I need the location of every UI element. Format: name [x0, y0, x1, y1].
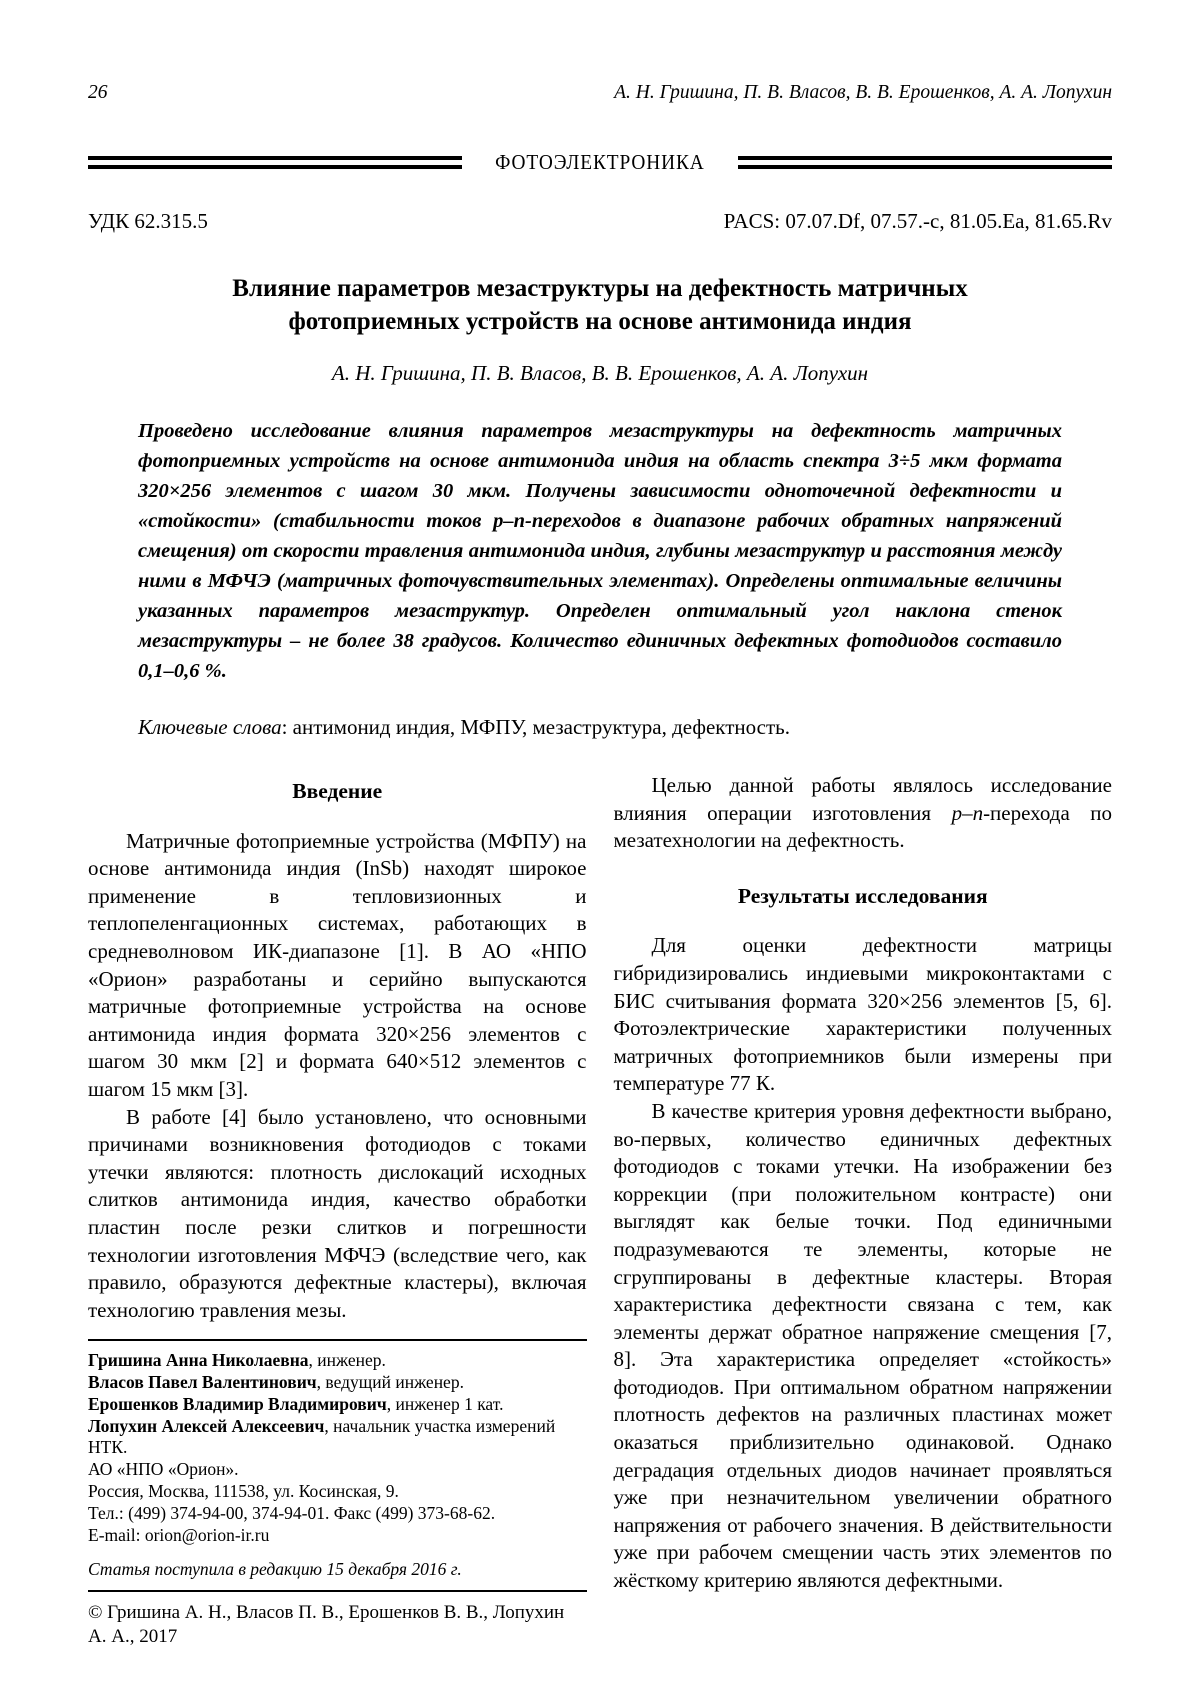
footnote-divider-bottom: [88, 1590, 587, 1592]
keywords-label: Ключевые слова: [138, 715, 282, 739]
footnote-phone: Тел.: (499) 374-94-00, 374-94-01. Факс (499) 373-68-62.: [88, 1502, 496, 1523]
footnote-address: Россия, Москва, 111538, ул. Косинская, 9.: [88, 1481, 399, 1502]
article-title-line-1: Влияние параметров мезаструктуры на дефектность матричных: [232, 275, 968, 302]
person-role: , инженер.: [308, 1350, 386, 1371]
running-head: [88, 82, 1112, 104]
intro-paragraph-1: Матричные фотоприемные устройства (МФПУ) на основе антимонида индия (InSb) находят широкое применение в тепловизионных и теплопеленгационных системах, работающих в средневолновом ИК-диапазоне [1]. В АО «НПО «Орион» разработаны и серийно выпускаются матричные фотоприемные устройства на основе антимонида индия формата 320×256 элементов с шагом 30 мкм [2] и формата 640×512 элементов с шагом 15 мкм [3].: [88, 828, 587, 1101]
person-name: Ерошенков Владимир Владимирович: [88, 1393, 387, 1414]
running-authors: А. Н. Гришина, П. В. Власов, В. В. Ерошенков, А. А. Лопухин: [614, 82, 1112, 103]
footnote-organization: АО «НПО «Орион».: [88, 1459, 239, 1480]
pacs-code: PACS: 07.07.Df, 07.57.-c, 81.05.Ea, 81.65.Rv: [723, 209, 1112, 233]
section-band: [88, 150, 1112, 175]
aim-text-2: -перехода по мезатехнологии на дефектность.: [613, 800, 1112, 853]
article-title-line-2: фотоприемных устройств на основе антимонида индия: [288, 308, 912, 335]
person-name: Гришина Анна Николаевна: [88, 1350, 309, 1371]
keywords-line: [88, 715, 1112, 740]
classification-row: [88, 209, 1112, 234]
pn-junction-term: p–n: [951, 800, 984, 825]
right-column: [614, 772, 1113, 1649]
person-role: , ведущий инженер.: [316, 1372, 464, 1393]
two-column-body: [88, 772, 1112, 1649]
page-number: 26: [88, 82, 108, 103]
intro-heading: Введение: [292, 779, 383, 803]
footnote-person: [88, 1394, 587, 1416]
section-title: ФОТОЭЛЕКТРОНИКА: [495, 150, 705, 174]
article-abstract: Проведено исследование влияния параметров мезаструктуры на дефектность матричных фотоприемных устройств на основе антимонида индия на область спектра 3÷5 мкм формата 320×256 элементов с шагом 30 мкм. Получены зависимости одноточечной дефектности и «стойкости» (стабильности токов p–n-переходов в диапазоне рабочих обратных напряжений смещения) от скорости травления антимонида индия, глубины мезаструктур и расстояния между ними в МФЧЭ (матричных фоточувствительных элементах). Определены оптимальные величины указанных параметров мезаструктур. Определен оптимальный угол наклона стенок мезаструктуры – не более 38 градусов. Количество единичных дефектных фотодиодов составило 0,1–0,6 %.: [138, 420, 1062, 682]
aim-paragraph: [614, 772, 1113, 855]
author-footnote: [88, 1339, 587, 1649]
article-title: [88, 272, 1112, 338]
results-paragraph-1: Для оценки дефектности матрицы гибридизировались индиевыми микроконтактами с БИС считывания формата 320×256 элементов [5, 6]. Фотоэлектрические характеристики полученных матричных фотоприемников были измерены при температуре 77 К.: [613, 933, 1112, 1096]
intro-paragraph-2: В работе [4] было установлено, что основными причинами возникновения фотодиодов с токами утечки являются: плотность дислокаций исходных слитков антимонида индия, качество обработки пластин после резки слитков и погрешности технологии изготовления МФЧЭ (вследствие чего, как правило, образуются дефектные кластеры), включая технологию травления мезы.: [88, 1104, 587, 1322]
aim-text-1: Целью данной работы являлось исследование влияния операции изготовления: [613, 773, 1112, 825]
results-heading: Результаты исследования: [737, 883, 988, 908]
left-column: [88, 772, 587, 1649]
band-rule-right: [738, 156, 1112, 169]
person-name: Власов Павел Валентинович: [88, 1372, 317, 1393]
article-authors: А. Н. Гришина, П. В. Власов, В. В. Ерошенков, А. А. Лопухин: [331, 361, 869, 385]
footnote-person: [88, 1416, 587, 1460]
received-date-note: Статья поступила в редакцию 15 декабря 2016 г.: [88, 1559, 462, 1580]
copyright-note: © Гришина А. Н., Власов П. В., Ерошенков В. В., Лопухин А. А., 2017: [88, 1602, 565, 1648]
person-role: , инженер 1 кат.: [386, 1393, 504, 1414]
footnote-email: E-mail: orion@orion-ir.ru: [88, 1524, 270, 1545]
person-role: , начальник участка измерений НТК.: [88, 1415, 556, 1458]
person-name: Лопухин Алексей Алексеевич: [88, 1415, 325, 1436]
footnote-person: [88, 1372, 587, 1394]
band-rule-left: [88, 156, 462, 169]
footnote-person: [88, 1350, 587, 1372]
keywords-text: : антимонид индия, МФПУ, мезаструктура, дефектность.: [281, 715, 790, 739]
results-paragraph-2: В качестве критерия уровня дефектности выбрано, во-первых, количество единичных дефектных фотодиодов с токами утечки. На изображении без коррекции (при положительном контрасте) они выглядят как белые точки. Под единичными подразумеваются те элементы, которые не сгруппированы в дефектные кластеры. Вторая характеристика дефектности связана с тем, как элементы держат обратное напряжение смещения [7, 8]. Эта характеристика определяет «стойкость» фотодиодов. При оптимальном обратном напряжении плотность дефектов на различных пластинах может оказаться приблизительно одинаковой. Однако деградация отдельных диодов начинает проявляться уже при незначительном увеличении обратного напряжения от рабочего значения. В действительности уже при рабочем смещении часть этих элементов по жёсткому критерию являются дефектными.: [613, 1098, 1112, 1593]
udk-code: УДК 62.315.5: [88, 209, 208, 233]
footnote-divider-top: [88, 1339, 587, 1341]
